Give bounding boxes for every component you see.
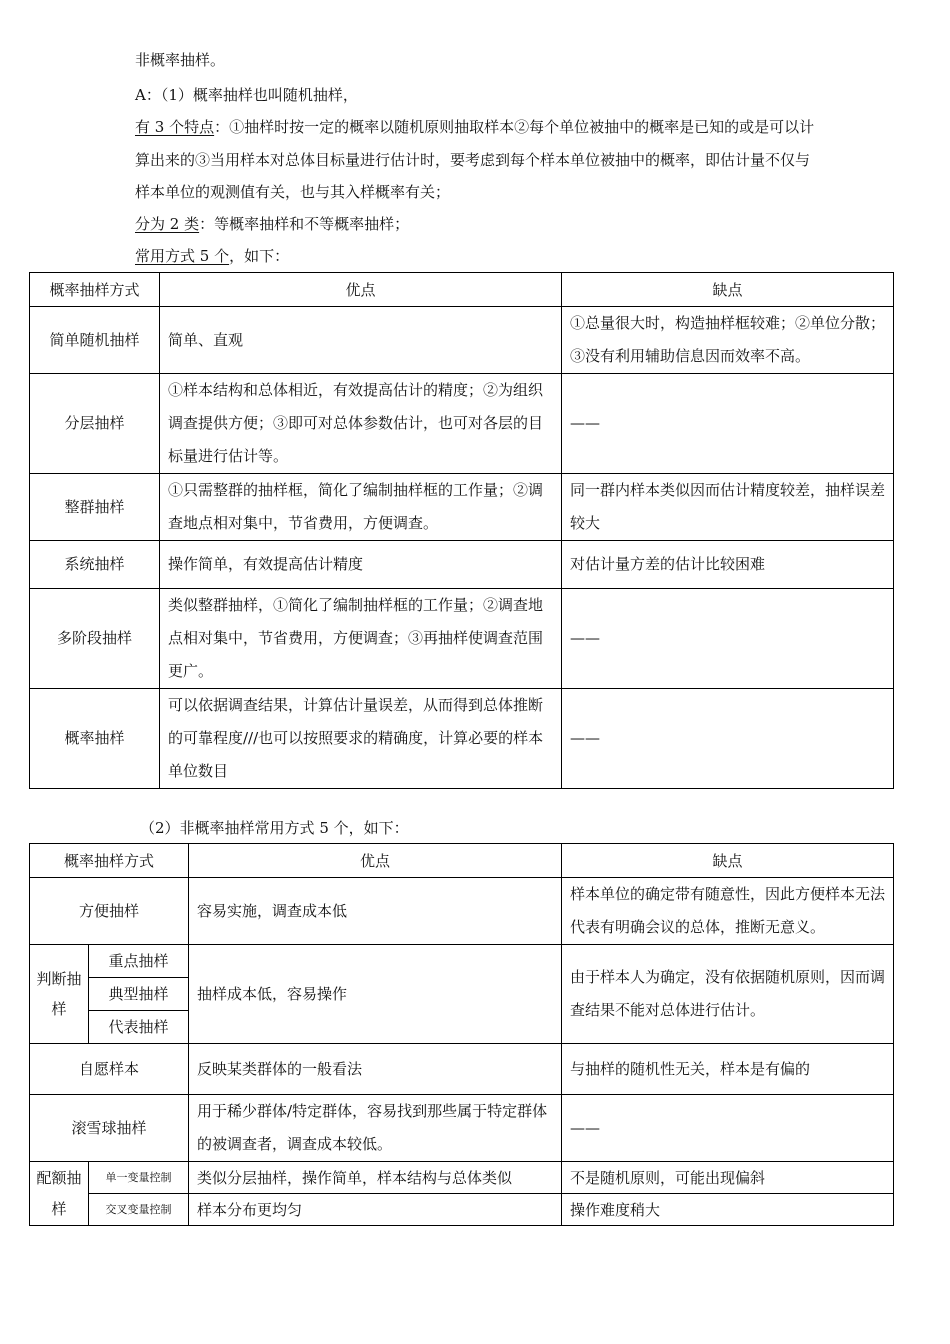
- header-pros: 优点: [160, 273, 562, 307]
- method-pros: 抽样成本低，容易操作: [189, 945, 562, 1044]
- sub-method-name: 交叉变量控制: [89, 1194, 189, 1226]
- method-name: 配额抽样: [30, 1162, 89, 1226]
- header-method: 概率抽样方式: [30, 844, 189, 878]
- header-pros: 优点: [189, 844, 562, 878]
- table-row: [30, 878, 894, 945]
- method-cons: 与抽样的随机性无关，样本是有偏的: [562, 1044, 894, 1095]
- features-paragraph-line-1: [135, 117, 814, 137]
- table-row: [30, 1162, 894, 1194]
- sub-method-name: 典型抽样: [89, 978, 189, 1011]
- header-method: 概率抽样方式: [30, 273, 160, 307]
- method-pros: ①只需整群的抽样框，简化了编制抽样框的工作量；②调查地点相对集中，节省费用，方便调查。: [160, 474, 562, 541]
- method-name: 判断抽样: [30, 945, 89, 1044]
- features-paragraph-line-3: 样本单位的观测值有关，也与其入样概率有关；: [135, 183, 451, 201]
- method-pros: 操作简单，有效提高估计精度: [160, 541, 562, 589]
- methods-line: [135, 246, 289, 266]
- sub-method-name: 重点抽样: [89, 945, 189, 978]
- table-row: [30, 945, 894, 978]
- probability-sampling-table: [29, 272, 894, 789]
- table-row: [30, 374, 894, 474]
- table-row: [30, 589, 894, 689]
- method-cons: 同一群内样本类似因而估计精度较差，抽样误差较大: [562, 474, 894, 541]
- sub-method-name: 单一变量控制: [89, 1162, 189, 1194]
- table-row: [30, 689, 894, 789]
- table-row: [30, 1095, 894, 1162]
- method-cons: 由于样本人为确定，没有依据随机原则，因而调查结果不能对总体进行估计。: [562, 945, 894, 1044]
- method-cons: ——: [562, 1095, 894, 1162]
- method-cons: ①总量很大时，构造抽样框较难；②单位分散；③没有利用辅助信息因而效率不高。: [562, 307, 894, 374]
- method-cons: ——: [562, 374, 894, 474]
- table-header-row: [30, 844, 894, 878]
- intro-line-2: A：（1）概率抽样也叫随机抽样，: [135, 86, 358, 104]
- features-label: 有 3 个特点: [135, 118, 215, 136]
- method-pros: 用于稀少群体/特定群体，容易找到那些属于特定群体的被调查者，调查成本较低。: [189, 1095, 562, 1162]
- method-pros: 反映某类群体的一般看法: [189, 1044, 562, 1095]
- method-name: 简单随机抽样: [30, 307, 160, 374]
- method-name: 滚雪球抽样: [30, 1095, 189, 1162]
- method-cons: ——: [562, 689, 894, 789]
- section-2-title: （2）非概率抽样常用方式 5 个，如下：: [140, 819, 409, 837]
- table-row: [30, 474, 894, 541]
- method-name: 方便抽样: [30, 878, 189, 945]
- method-pros: 可以依据调查结果，计算估计量误差，从而得到总体推断的可靠程度///也可以按照要求的精确度，计算必要的样本单位数目: [160, 689, 562, 789]
- methods-text: ，如下：: [229, 247, 290, 265]
- methods-label: 常用方式 5 个: [135, 247, 230, 265]
- header-cons: 缺点: [562, 844, 894, 878]
- method-cons: 样本单位的确定带有随意性，因此方便样本无法代表有明确会议的总体，推断无意义。: [562, 878, 894, 945]
- method-name: 分层抽样: [30, 374, 160, 474]
- method-name: 整群抽样: [30, 474, 160, 541]
- method-pros: 类似整群抽样，①简化了编制抽样框的工作量；②调查地点相对集中，节省费用，方便调查；③再抽样使调查范围更广。: [160, 589, 562, 689]
- method-cons: 对估计量方差的估计比较困难: [562, 541, 894, 589]
- features-text-1: ：①抽样时按一定的概率以随机原则抽取样本②每个单位被抽中的概率是已知的或是可以计: [214, 118, 815, 136]
- header-cons: 缺点: [562, 273, 894, 307]
- method-pros: ①样本结构和总体相近，有效提高估计的精度；②为组织调查提供方便；③即可对总体参数估计，也可对各层的目标量进行估计等。: [160, 374, 562, 474]
- method-cons: 操作难度稍大: [562, 1194, 894, 1226]
- method-name: 自愿样本: [30, 1044, 189, 1095]
- intro-line-1: 非概率抽样。: [135, 51, 226, 69]
- method-pros: 样本分布更均匀: [189, 1194, 562, 1226]
- table-row: [30, 1044, 894, 1095]
- features-paragraph-line-2: 算出来的③当用样本对总体目标量进行估计时，要考虑到每个样本单位被抽中的概率，即估计量不仅与: [135, 151, 811, 169]
- types-text: ：等概率抽样和不等概率抽样；: [199, 215, 410, 233]
- method-cons: ——: [562, 589, 894, 689]
- table-header-row: [30, 273, 894, 307]
- types-line: [135, 214, 409, 234]
- method-pros: 类似分层抽样，操作简单，样本结构与总体类似: [189, 1162, 562, 1194]
- table-row: [30, 541, 894, 589]
- method-name: 概率抽样: [30, 689, 160, 789]
- method-cons: 不是随机原则，可能出现偏斜: [562, 1162, 894, 1194]
- method-name: 系统抽样: [30, 541, 160, 589]
- table-row: [30, 307, 894, 374]
- method-name: 多阶段抽样: [30, 589, 160, 689]
- table-row: [30, 1194, 894, 1226]
- types-label: 分为 2 类: [135, 215, 200, 233]
- method-pros: 简单、直观: [160, 307, 562, 374]
- method-pros: 容易实施，调查成本低: [189, 878, 562, 945]
- nonprobability-sampling-table: [29, 843, 894, 1226]
- sub-method-name: 代表抽样: [89, 1011, 189, 1044]
